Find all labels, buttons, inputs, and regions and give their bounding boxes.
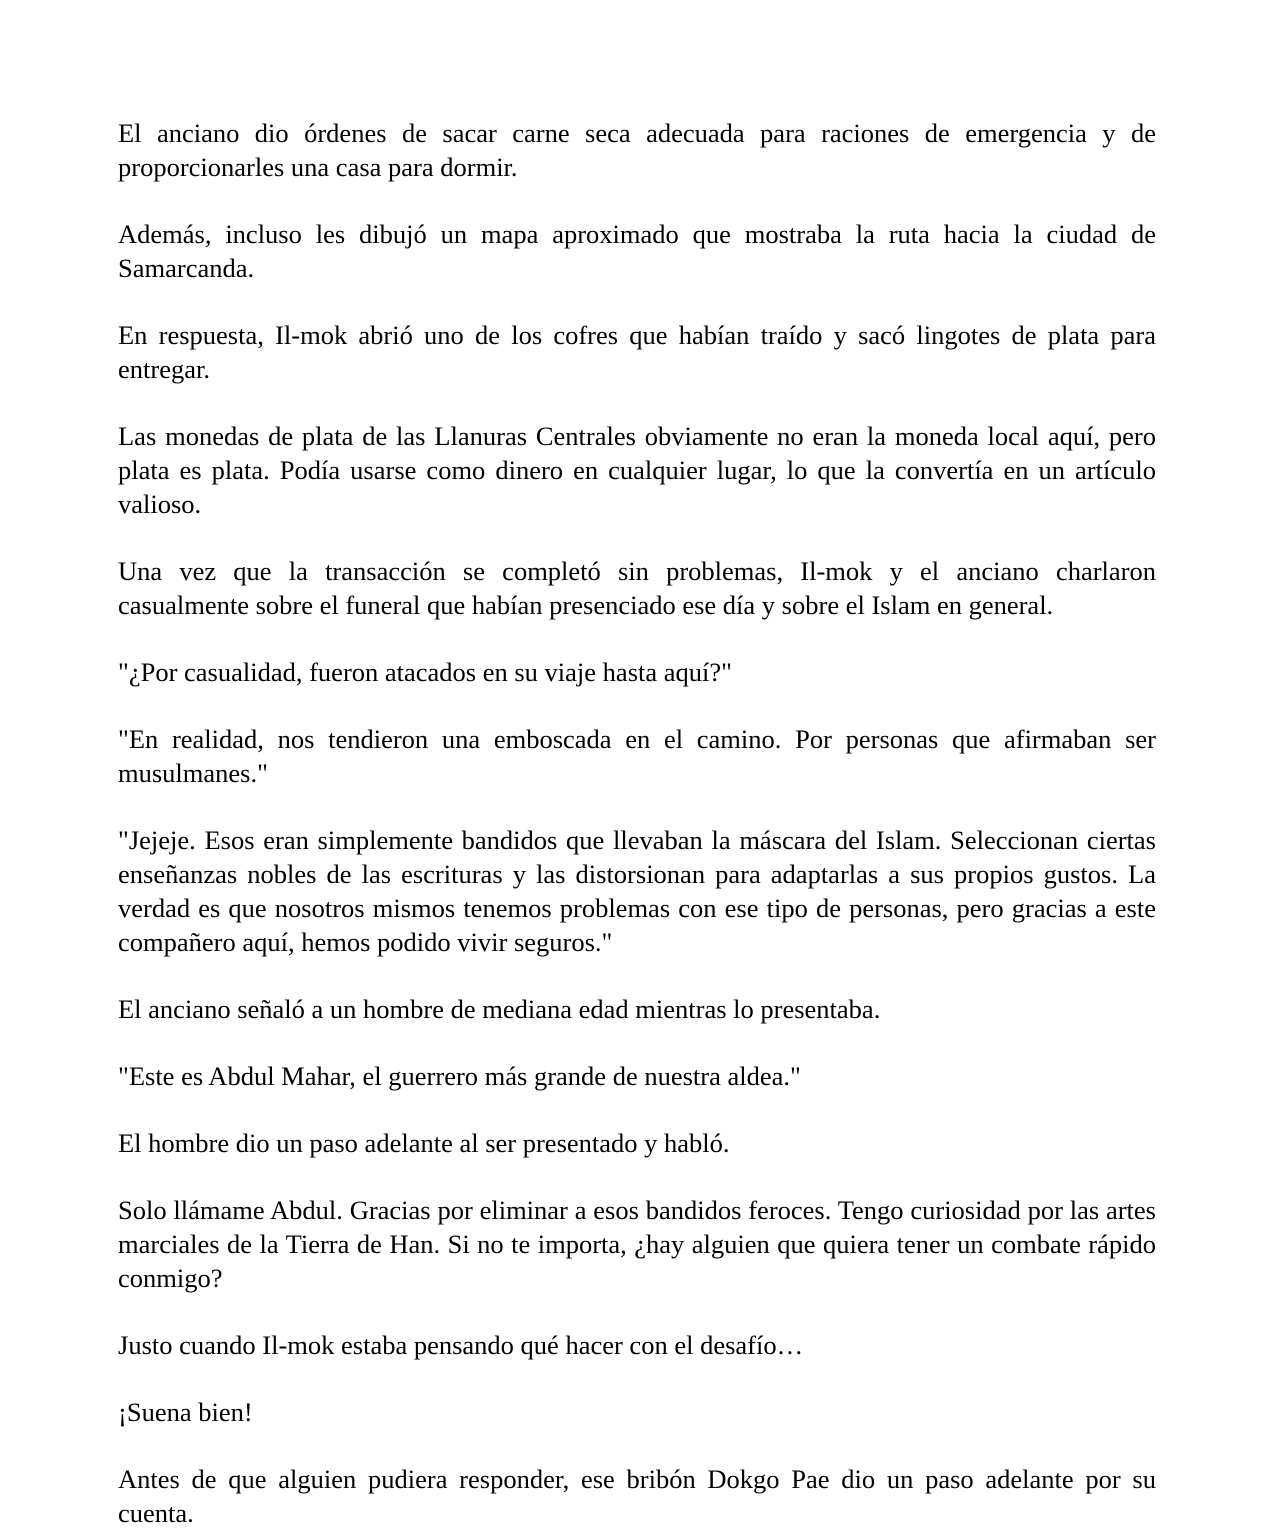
paragraph-2: Además, incluso les dibujó un mapa aproximado que mostraba la ruta hacia la ciudad de Samarcanda. bbox=[118, 219, 1156, 283]
paragraph-7: "En realidad, nos tendieron una emboscada en el camino. Por personas que afirmaban ser musulmanes." bbox=[118, 724, 1156, 788]
paragraph-13: Justo cuando Il-mok estaba pensando qué hacer con el desafío… bbox=[118, 1330, 804, 1360]
paragraph-10: "Este es Abdul Mahar, el guerrero más grande de nuestra aldea." bbox=[118, 1061, 801, 1091]
paragraph-9: El anciano señaló a un hombre de mediana edad mientras lo presentaba. bbox=[118, 994, 881, 1024]
paragraph-8: "Jejeje. Esos eran simplemente bandidos que llevaban la máscara del Islam. Seleccionan ciertas enseñanzas nobles de las escrituras y las distorsionan para adaptarlas a sus propios gustos. La verdad es que nosotros mismos tenemos problemas con ese tipo de personas, pero gracias a este compañero aquí, hemos podido vivir seguros." bbox=[118, 825, 1156, 957]
paragraph-6: "¿Por casualidad, fueron atacados en su viaje hasta aquí?" bbox=[118, 657, 732, 687]
paragraph-4: Las monedas de plata de las Llanuras Centrales obviamente no eran la moneda local aquí, pero plata es plata. Podía usarse como dinero en cualquier lugar, lo que la convertía en un artículo valioso. bbox=[118, 421, 1156, 519]
paragraph-15: Antes de que alguien pudiera responder, ese bribón Dokgo Pae dio un paso adelante por su cuenta. bbox=[118, 1464, 1156, 1528]
paragraph-11: El hombre dio un paso adelante al ser presentado y habló. bbox=[118, 1128, 730, 1158]
paragraph-3: En respuesta, Il-mok abrió uno de los cofres que habían traído y sacó lingotes de plata para entregar. bbox=[118, 320, 1156, 384]
paragraph-1: El anciano dio órdenes de sacar carne seca adecuada para raciones de emergencia y de proporcionarles una casa para dormir. bbox=[118, 118, 1156, 182]
document-page bbox=[118, 116, 1156, 1530]
paragraph-14: ¡Suena bien! bbox=[118, 1397, 253, 1427]
paragraph-5: Una vez que la transacción se completó sin problemas, Il-mok y el anciano charlaron casualmente sobre el funeral que habían presenciado ese día y sobre el Islam en general. bbox=[118, 556, 1156, 620]
paragraph-12: Solo llámame Abdul. Gracias por eliminar a esos bandidos feroces. Tengo curiosidad por las artes marciales de la Tierra de Han. Si no te importa, ¿hay alguien que quiera tener un combate rápido conmigo? bbox=[118, 1195, 1156, 1293]
